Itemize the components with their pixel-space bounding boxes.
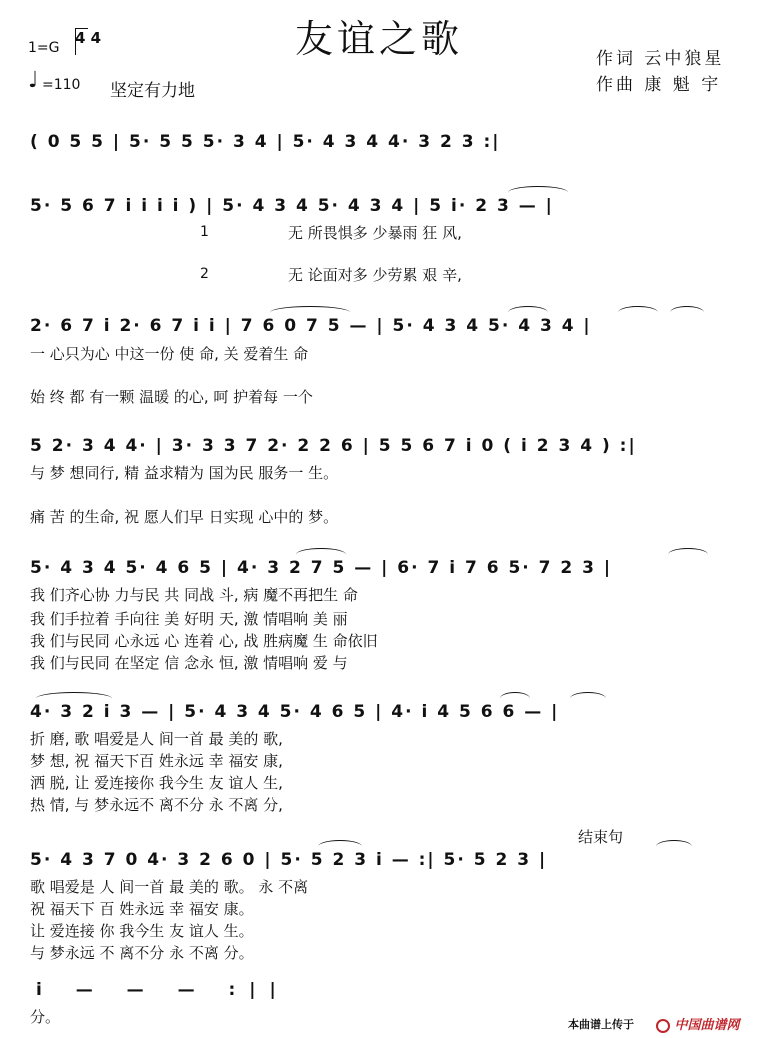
- slur: [270, 306, 350, 319]
- lyric-line: 让 爱连接 你 我今生 友 谊人 生。: [30, 922, 254, 940]
- lyric-line: 折 磨, 歌 唱爱是人 间一首 最 美的 歌,: [30, 730, 283, 748]
- time-top: 4: [75, 29, 86, 47]
- slur: [656, 840, 692, 853]
- logo-icon: [656, 1019, 670, 1033]
- lyric-line: 热 情, 与 梦永远不 离不分 永 不离 分,: [30, 796, 283, 814]
- tempo-marking: =110: [42, 77, 81, 93]
- score-line-1: [0, 132, 758, 162]
- slur: [508, 186, 568, 199]
- composer-credit: 作曲 康 魁 宇: [596, 75, 722, 95]
- verse-number-2: 2: [200, 266, 209, 282]
- score-notes: 5· 5 6 7 i i i i ) | 5· 4 3 4 5· 4 3 4 | 5 i· 2 3 — |: [30, 196, 554, 216]
- lyric-line: 分。: [30, 1008, 61, 1026]
- key-signature: 1=G: [28, 40, 60, 56]
- time-bar: [75, 28, 88, 55]
- slur: [296, 548, 346, 561]
- expression-marking: 坚定有力地: [110, 81, 195, 101]
- score-notes: 5· 4 3 4 5· 4 6 5 | 4· 3 2 7 5 — | 6· 7 i 7 6 5· 7 2 3 |: [30, 558, 613, 578]
- slur: [508, 306, 548, 319]
- slur: [670, 306, 704, 319]
- lyric-line: 梦 想, 祝 福天下百 姓永远 幸 福安 康,: [30, 752, 283, 770]
- lyric-line: 我 们与民同 心永远 心 连着 心, 战 胜病魔 生 命依旧: [30, 632, 378, 650]
- score-notes: 2· 6 7 i 2· 6 7 i i | 7 6 0 7 5 — | 5· 4 3 4 5· 4 3 4 |: [30, 316, 592, 336]
- lyric-line: 歌 唱爱是 人 间一首 最 美的 歌。 永 不离: [30, 878, 309, 896]
- lyric-line: 洒 脱, 让 爱连接你 我今生 友 谊人 生,: [30, 774, 283, 792]
- lyric-line: 无 所畏惧多 少暴雨 狂 风,: [288, 224, 462, 242]
- lyric-line: 一 心只为心 中这一份 使 命, 关 爱着生 命: [30, 345, 309, 363]
- lyric-line: 我 们手拉着 手向往 美 好明 天, 激 情唱响 美 丽: [30, 610, 348, 628]
- slur: [668, 548, 708, 561]
- score-line-3: [0, 316, 758, 346]
- ending-label: 结束句: [578, 828, 624, 846]
- lyric-line: 始 终 都 有一颗 温暖 的心, 呵 护着每 一个: [30, 388, 313, 406]
- slur: [570, 692, 606, 705]
- verse-number-1: 1: [200, 224, 209, 240]
- quarter-note-icon: ♩: [28, 68, 39, 93]
- lyricist-credit: 作词 云中狼星: [596, 49, 725, 69]
- lyric-line: 与 梦 想同行, 精 益求精为 国为民 服务一 生。: [30, 464, 339, 482]
- lyric-line: 与 梦永远 不 离不分 永 不离 分。: [30, 944, 254, 962]
- score-notes: 5· 4 3 7 0 4· 3 2 6 0 | 5· 5 2 3 i — :| 5· 5 2 3 |: [30, 850, 548, 870]
- lyric-line: 我 们与民同 在坚定 信 念永 恒, 激 情唱响 爱 与: [30, 654, 348, 672]
- lyric-line: 无 论面对多 少劳累 艰 辛,: [288, 266, 462, 284]
- score-line-8: [0, 980, 758, 1010]
- site-logo: [656, 1014, 740, 1033]
- lyric-line: 痛 苦 的生命, 祝 愿人们早 日实现 心中的 梦。: [30, 508, 339, 526]
- slur: [618, 306, 658, 319]
- score-notes: 5 2· 3 4 4· | 3· 3 3 7 2· 2 2 6 | 5 5 6 7 i 0 ( i 2 3 4 ) :|: [30, 436, 637, 456]
- time-bottom: 4: [90, 29, 102, 47]
- score-notes: 4· 3 2 i 3 — | 5· 4 3 4 5· 4 6 5 | 4· i 4 5 6 6 — |: [30, 702, 560, 722]
- slur: [36, 692, 112, 705]
- footer-text: 本曲谱上传于: [568, 1018, 634, 1031]
- score-notes: i — — — :||: [36, 980, 290, 1000]
- lyric-line: 我 们齐心协 力与民 共 同战 斗, 病 魔不再把生 命: [30, 586, 358, 604]
- score-notes: ( 0 5 5 | 5· 5 5 5· 3 4 | 5· 4 3 4 4· 3 2 3 :|: [30, 132, 501, 152]
- time-signature: [75, 30, 101, 46]
- slur: [318, 840, 362, 853]
- lyric-line: 祝 福天下 百 姓永远 幸 福安 康。: [30, 900, 254, 918]
- logo-text: 中国曲谱网: [674, 1018, 740, 1033]
- song-title: 友谊之歌: [294, 17, 463, 61]
- slur: [500, 692, 530, 705]
